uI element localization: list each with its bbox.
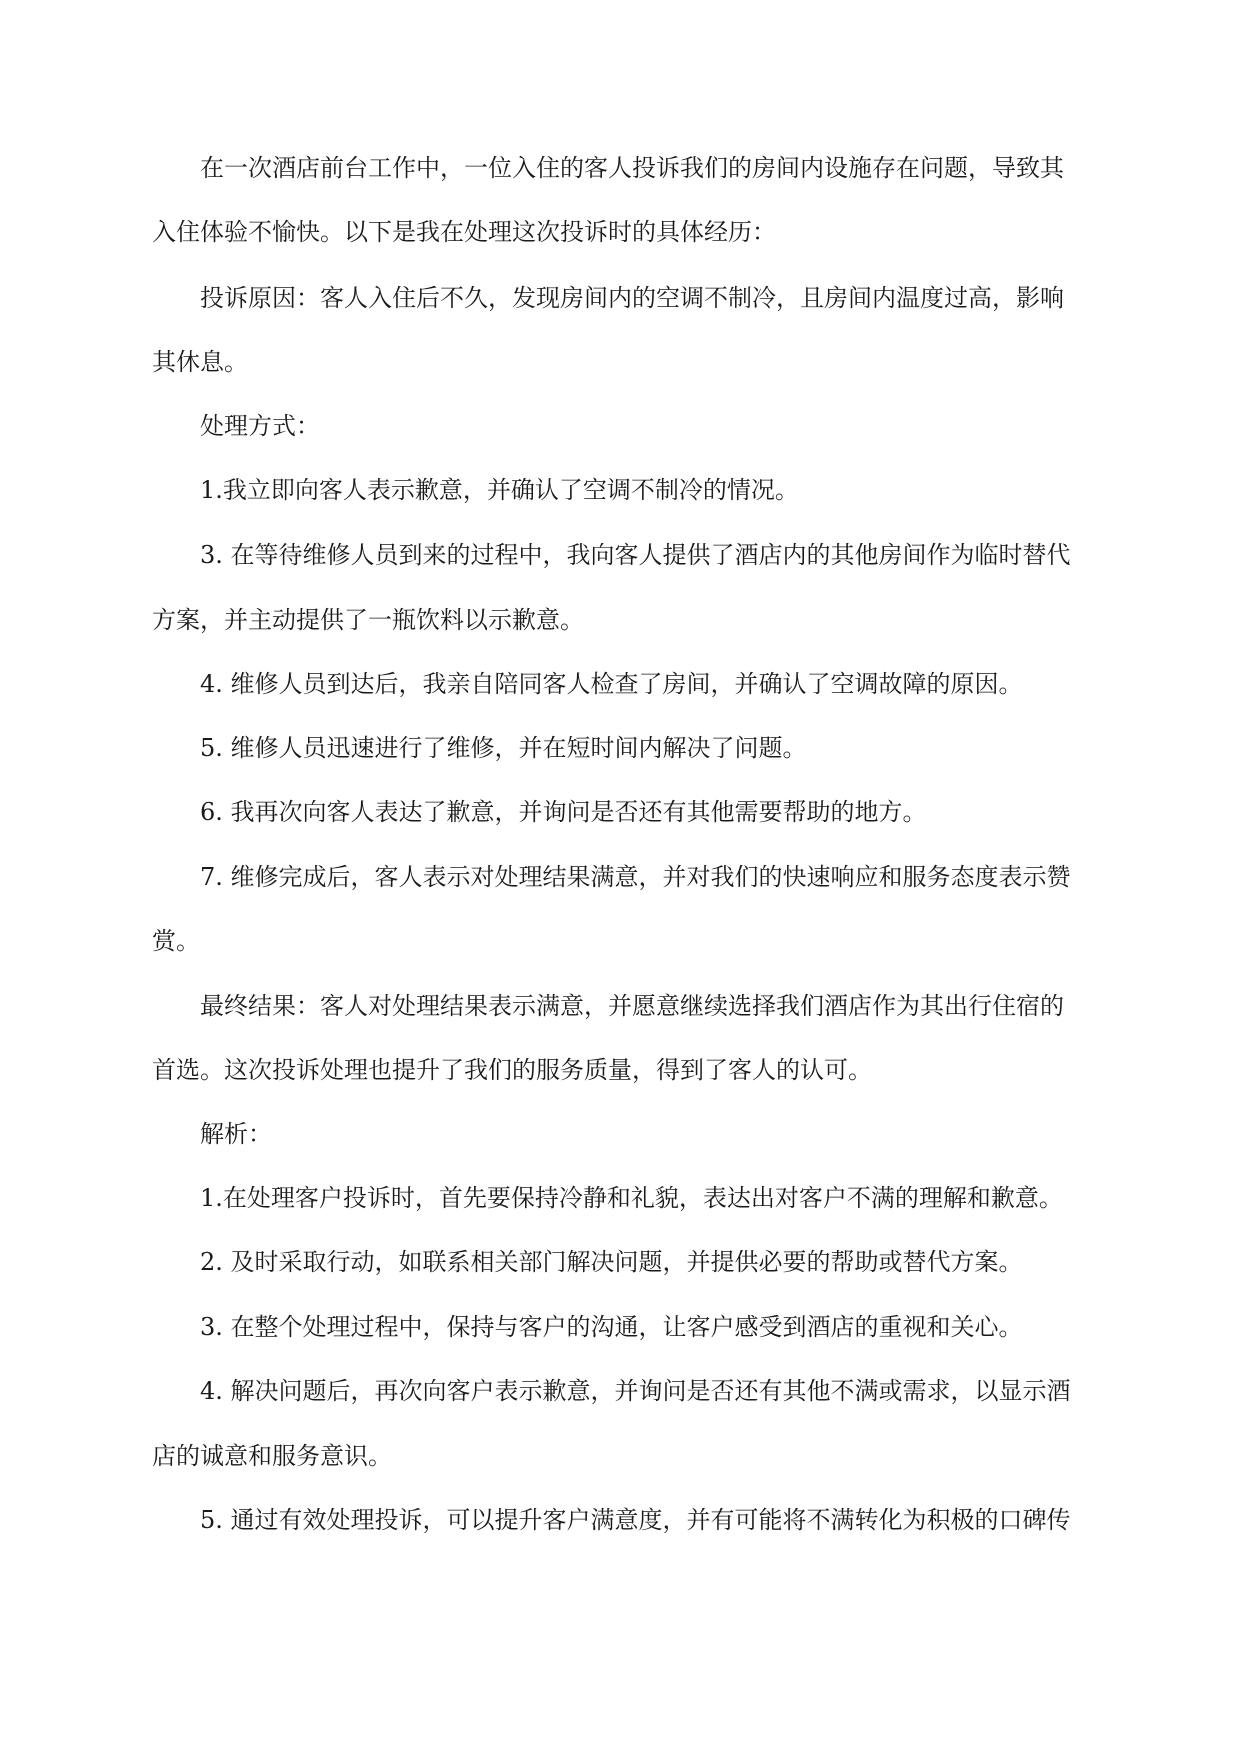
list-item: 2. 及时采取行动，如联系相关部门解决问题，并提供必要的帮助或替代方案。 [200,1248,1023,1276]
list-item: 3. 在整个处理过程中，保持与客户的沟通，让客户感受到酒店的重视和关心。 [200,1313,1023,1341]
paragraph-line: 首选。这次投诉处理也提升了我们的服务质量，得到了客人的认可。 [152,1056,872,1084]
list-item: 7. 维修完成后，客人表示对处理结果满意，并对我们的快速响应和服务态度表示赞 [200,863,1071,891]
list-item: 5. 维修人员迅速进行了维修，并在短时间内解决了问题。 [200,734,807,762]
paragraph-line: 在一次酒店前台工作中，一位入住的客人投诉我们的房间内设施存在问题，导致其 [200,154,1064,182]
list-item: 4. 维修人员到达后，我亲自陪同客人检查了房间，并确认了空调故障的原因。 [200,670,1023,698]
paragraph-line: 其休息。 [152,348,248,376]
paragraph-line: 入住体验不愉快。以下是我在处理这次投诉时的具体经历： [152,218,776,246]
paragraph-line: 方案，并主动提供了一瓶饮料以示歉意。 [152,606,584,634]
list-item: 3. 在等待维修人员到来的过程中，我向客人提供了酒店内的其他房间作为临时替代 [200,541,1071,569]
list-item: 4. 解决问题后，再次向客户表示歉意，并询问是否还有其他不满或需求，以显示酒 [200,1377,1071,1405]
paragraph-line: 解析： [200,1120,272,1148]
list-item: 1.在处理客户投诉时，首先要保持冷静和礼貌，表达出对客户不满的理解和歉意。 [200,1184,1063,1212]
paragraph-line: 投诉原因：客人入住后不久，发现房间内的空调不制冷，且房间内温度过高，影响 [200,284,1064,312]
paragraph-line: 店的诚意和服务意识。 [152,1442,392,1470]
paragraph-line: 处理方式： [200,412,320,440]
paragraph-line: 最终结果：客人对处理结果表示满意，并愿意继续选择我们酒店作为其出行住宿的 [200,992,1064,1020]
list-item: 1.我立即向客人表示歉意，并确认了空调不制冷的情况。 [200,476,799,504]
paragraph-line: 赏。 [152,927,200,955]
list-item: 5. 通过有效处理投诉，可以提升客户满意度，并有可能将不满转化为积极的口碑传 [200,1506,1071,1534]
list-item: 6. 我再次向客人表达了歉意，并询问是否还有其他需要帮助的地方。 [200,798,927,826]
